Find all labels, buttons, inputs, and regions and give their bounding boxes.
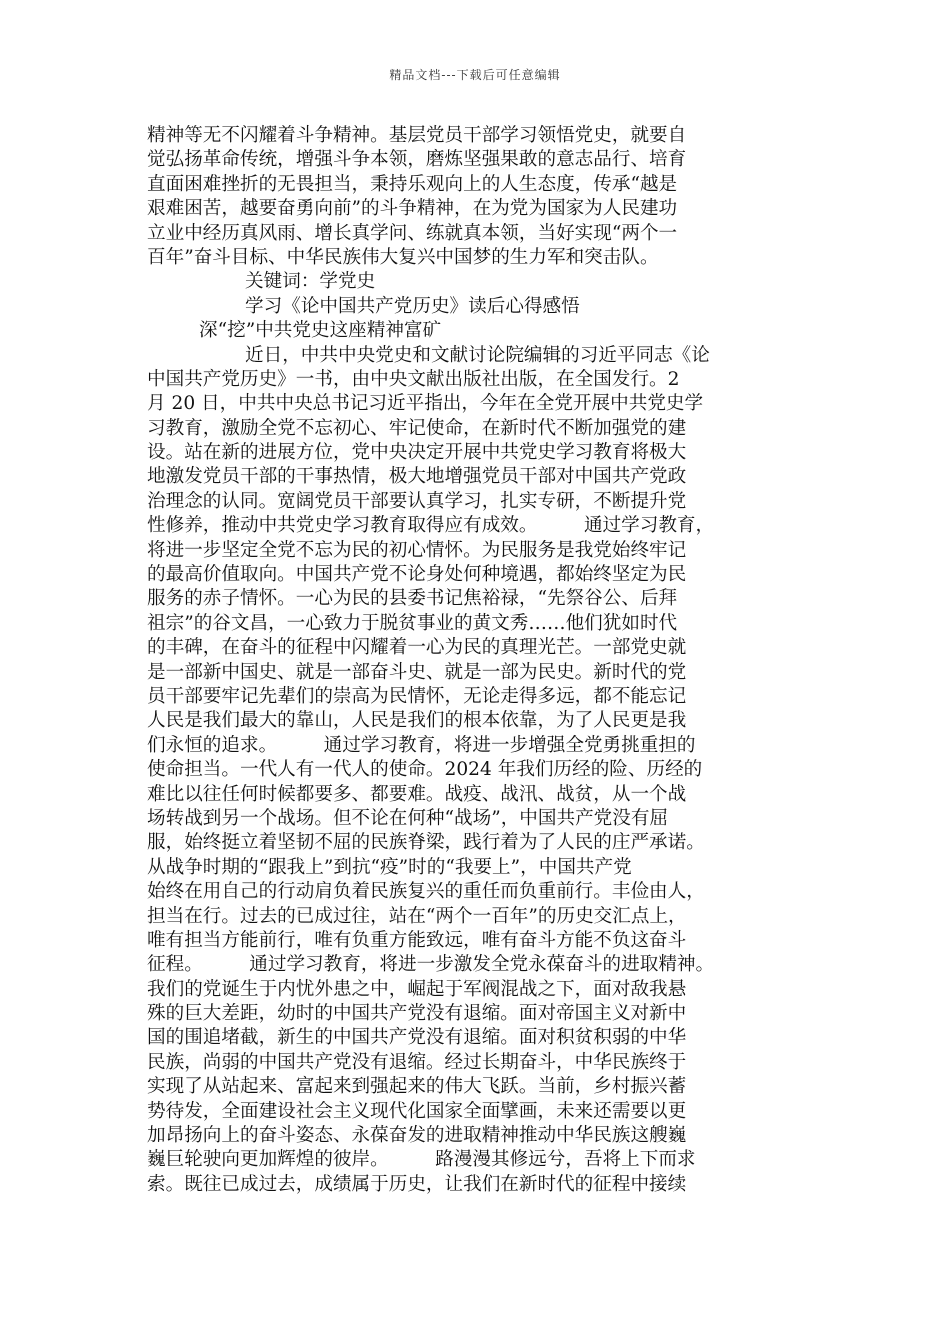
page-header: 精品文档---下载后可任意编辑 xyxy=(389,68,561,82)
body-line: 服，始终挺立着坚韧不屈的民族脊梁，践行着为了人民的庄严承诺。 xyxy=(147,832,705,854)
document-body xyxy=(147,124,812,1197)
body-line: 设。站在新的进展方位，党中央决定开展中共党史学习教育将极大 xyxy=(147,442,687,464)
body-line: 近日，中共中央党史和文献讨论院编辑的习近平同志《论 xyxy=(245,344,710,366)
body-line: 场转战到另一个战场。但不论在何种“战场”，中国共产党没有屈 xyxy=(147,807,669,829)
body-line: 实现了从站起来、富起来到强起来的伟大飞跃。当前，乡村振兴蓄 xyxy=(147,1076,687,1098)
body-line: 殊的巨大差距，幼时的中国共产党没有退缩。面对帝国主义对新中 xyxy=(147,1003,687,1025)
body-line: 从战争时期的“跟我上”到抗“疫”时的“我要上”，中国共产党 xyxy=(147,856,632,878)
body-line: 立业中经历真风雨、增长真学问、练就真本领，当好实现“两个一 xyxy=(147,222,678,244)
body-line: 人民是我们最大的靠山，人民是我们的根本依靠，为了人民更是我 xyxy=(147,710,687,732)
body-line: 们永恒的追求。 通过学习教育，将进一步增强全党勇挑重担的 xyxy=(147,734,696,756)
body-line: 巍巨轮驶向更加辉煌的彼岸。 路漫漫其修远兮，吾将上下而求 xyxy=(147,1149,696,1171)
body-line: 民族，尚弱的中国共产党没有退缩。经过长期奋斗，中华民族终于 xyxy=(147,1051,687,1073)
body-line: 的丰碑，在奋斗的征程中闪耀着一心为民的真理光芒。一部党史就 xyxy=(147,637,687,659)
body-line: 祖宗”的谷文昌，一心致力于脱贫事业的黄文秀……他们犹如时代 xyxy=(147,612,678,634)
body-line: 员干部要牢记先辈们的崇高为民情怀，无论走得多远，都不能忘记 xyxy=(147,685,687,707)
keywords-line: 关键词：学党史 xyxy=(245,271,376,293)
body-line: 征程。 通过学习教育，将进一步激发全党永葆奋斗的进取精神。 xyxy=(147,954,715,976)
body-line: 将进一步坚定全党不忘为民的初心情怀。为民服务是我党始终牢记 xyxy=(147,539,687,561)
body-line: 觉弘扬革命传统，增强斗争本领，磨炼坚强果敢的意志品行、培育 xyxy=(147,149,687,171)
body-line: 国的围追堵截，新生的中国共产党没有退缩。面对积贫积弱的中华 xyxy=(147,1027,687,1049)
body-line: 月 20 日，中共中央总书记习近平指出，今年在全党开展中共党史学 xyxy=(147,393,704,415)
body-line: 加昂扬向上的奋斗姿态、永葆奋发的进取精神推动中华民族这艘巍 xyxy=(147,1125,687,1147)
article-title: 学习《论中国共产党历史》读后心得感悟 xyxy=(245,295,580,317)
body-line: 是一部新中国史、就是一部奋斗史、就是一部为民史。新时代的党 xyxy=(147,661,687,683)
body-line: 艰难困苦，越要奋勇向前”的斗争精神，在为党为国家为人民建功 xyxy=(147,198,678,220)
body-line: 直面困难挫折的无畏担当，秉持乐观向上的人生态度，传承“越是 xyxy=(147,173,678,195)
body-line: 担当在行。过去的已成过往，站在“两个一百年”的历史交汇点上， xyxy=(147,905,687,927)
body-line: 索。既往已成过去，成绩属于历史，让我们在新时代的征程中接续 xyxy=(147,1173,687,1195)
body-line: 服务的赤子情怀。一心为民的县委书记焦裕禄，“先祭谷公、后拜 xyxy=(147,588,678,610)
body-line: 习教育，激励全党不忘初心、牢记使命，在新时代不断加强党的建 xyxy=(147,417,687,439)
body-line: 的最高价值取向。中国共产党不论身处何种境遇，都始终坚定为民 xyxy=(147,564,687,586)
body-line: 使命担当。一代人有一代人的使命。2024 年我们历经的险、历经的 xyxy=(147,759,703,781)
body-line: 地激发党员干部的干事热情，极大地增强党员干部对中国共产党政 xyxy=(147,466,687,488)
body-line: 势待发，全面建设社会主义现代化国家全面擘画，未来还需要以更 xyxy=(147,1100,687,1122)
body-line: 治理念的认同。宽阔党员干部要认真学习，扎实专研，不断提升党 xyxy=(147,490,687,512)
body-line: 唯有担当方能前行，唯有负重方能致远，唯有奋斗方能不负这奋斗 xyxy=(147,929,687,951)
article-subtitle: 深“挖”中共党史这座精神富矿 xyxy=(199,320,442,342)
body-line: 精神等无不闪耀着斗争精神。基层党员干部学习领悟党史，就要自 xyxy=(147,125,687,146)
body-line: 性修养，推动中共党史学习教育取得应有成效。 通过学习教育， xyxy=(147,515,715,537)
body-line: 中国共产党历史》一书，由中央文献出版社出版，在全国发行。2 xyxy=(147,368,680,390)
body-line: 难比以往任何时候都要多、都要难。战疫、战汛、战贫，从一个战 xyxy=(147,783,687,805)
body-line: 百年”奋斗目标、中华民族伟大复兴中国梦的生力军和突击队。 xyxy=(147,246,659,268)
body-line: 我们的党诞生于内忧外患之中，崛起于军阀混战之下，面对敌我悬 xyxy=(147,978,687,1000)
body-line: 始终在用自己的行动肩负着民族复兴的重任而负重前行。丰俭由人， xyxy=(147,881,705,903)
